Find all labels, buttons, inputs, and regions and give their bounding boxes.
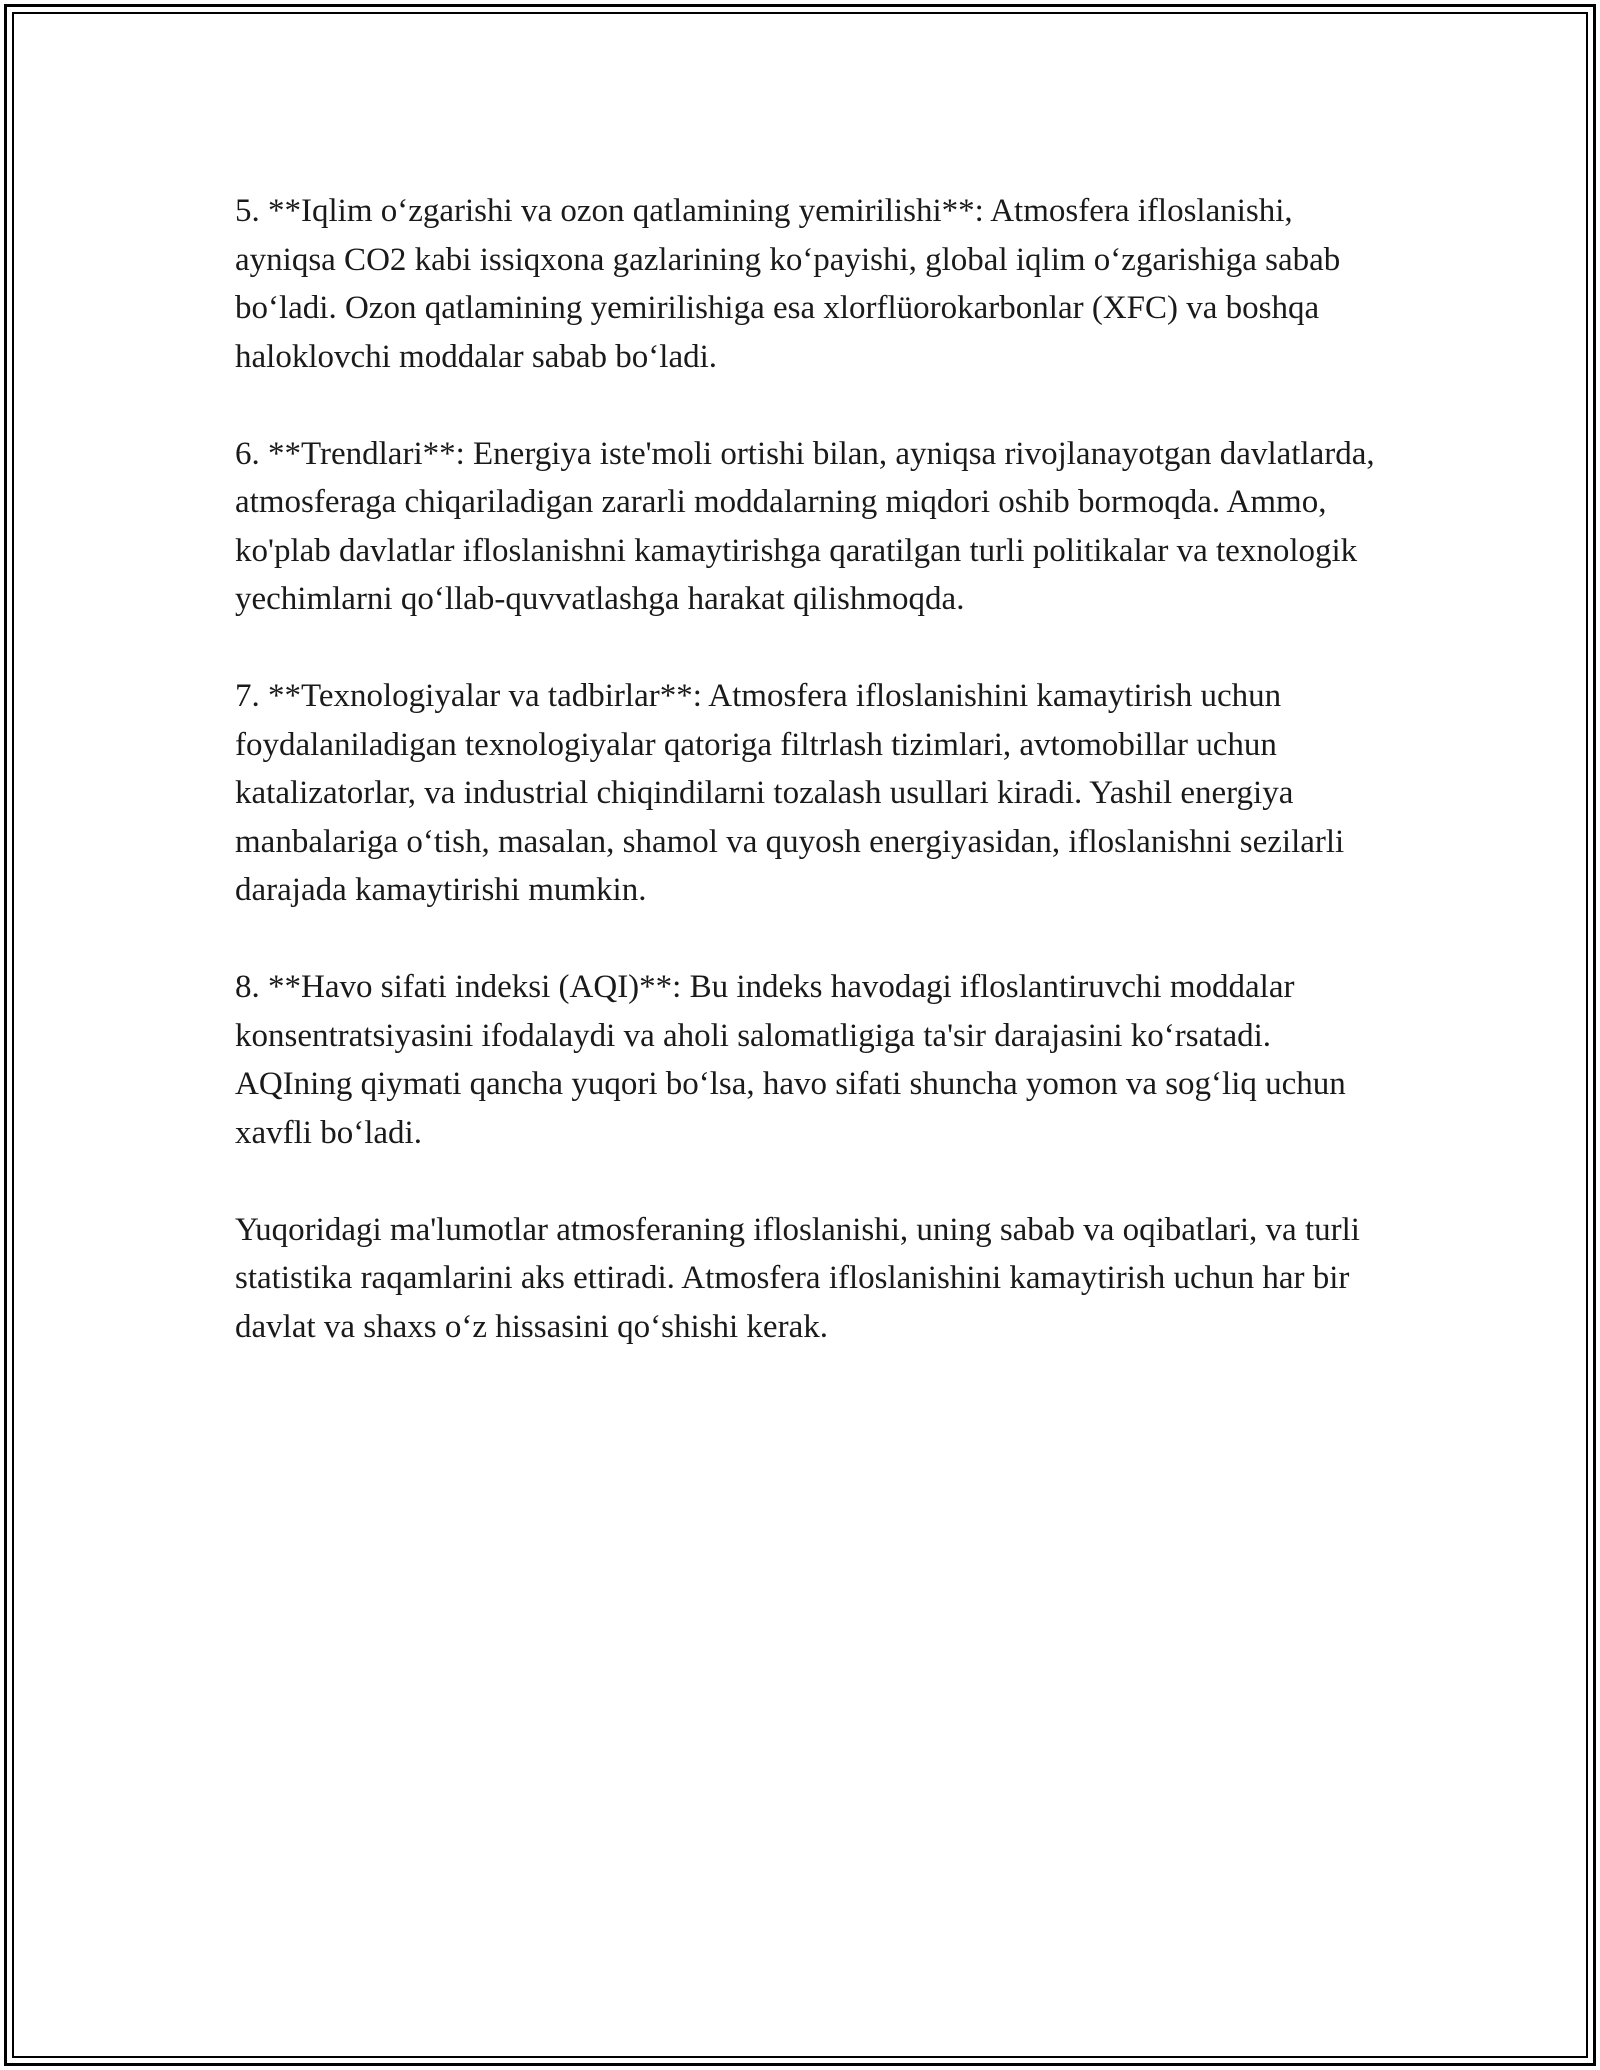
paragraph-climate-ozone: 5. **Iqlim o‘zgarishi va ozon qatlamining yemirilishi**: Atmosfera ifloslanishi, ayniqsa CO2 kabi issiqxona gazlarining ko‘payishi, global iqlim o‘zgarishiga sabab bo‘ladi. Ozon qatlamining yemirilishiga esa xlorflüorokarbonlar (XFC) va boshqa haloklovchi moddalar sabab bo‘ladi.	[235, 193, 1341, 375]
paragraph-air-quality-index: 8. **Havo sifati indeksi (AQI)**: Bu indeks havodagi ifloslantiruvchi moddalar konsentratsiyasini ifodalaydi va aholi salomatligiga ta'sir darajasini ko‘rsatadi. AQIning qiymati qancha yuqori bo‘lsa, havo sifati shuncha yomon va sog‘liq uchun xavfli bo‘ladi.	[235, 969, 1346, 1151]
paragraph-technologies: 7. **Texnologiyalar va tadbirlar**: Atmosfera ifloslanishini kamaytirish uchun foydalaniladigan texnologiyalar qatoriga filtrlash tizimlari, avtomobillar uchun katalizatorlar, va industrial chiqindilarni tozalash usullari kiradi. Yashil energiya manbalariga o‘tish, masalan, shamol va quyosh energiyasidan, ifloslanishni sezilarli darajada kamaytirishi mumkin.	[235, 678, 1345, 908]
document-body	[235, 187, 1385, 1400]
paragraph-conclusion: Yuqoridagi ma'lumotlar atmosferaning ifloslanishi, uning sabab va oqibatlari, va turli statistika raqamlarini aks ettiradi. Atmosfera ifloslanishini kamaytirish uchun har bir davlat va shaxs o‘z hissasini qo‘shishi kerak.	[235, 1211, 1360, 1345]
paragraph-trends: 6. **Trendlari**: Energiya iste'moli ortishi bilan, ayniqsa rivojlanayotgan davlatlarda, atmosferaga chiqariladigan zararli moddalarning miqdori oshib bormoqda. Ammo, ko'plab davlatlar ifloslanishni kamaytirishga qaratilgan turli politikalar va texnologik yechimlarni qo‘llab-quvvatlashga harakat qilishmoqda.	[235, 435, 1375, 617]
